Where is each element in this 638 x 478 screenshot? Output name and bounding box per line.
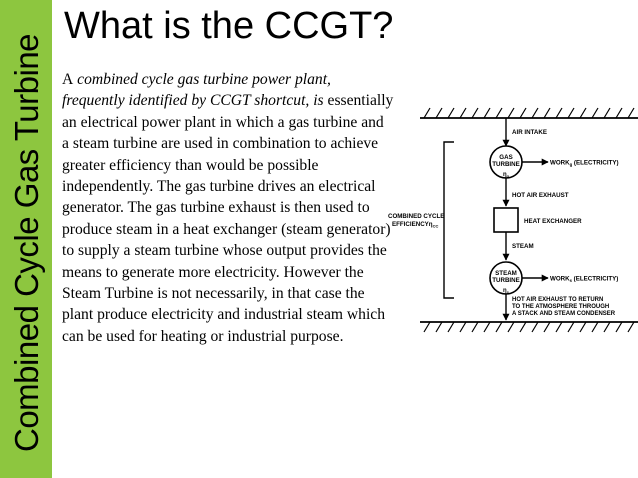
bottom-ground	[420, 322, 638, 332]
side-title: Combined Cycle Gas Turbine	[8, 33, 45, 452]
sidebar-band	[0, 0, 52, 478]
exhaust-return-line-3: A STACK AND STEAM CONDENSER	[512, 311, 616, 317]
steam-turbine-label-2: TURBINE	[492, 277, 520, 284]
steam-label: STEAM	[512, 243, 534, 250]
air-intake-label: AIR INTAKE	[512, 129, 547, 136]
gas-eta: $\eta_g$	[502, 172, 510, 179]
body-paragraph	[62, 69, 394, 347]
heat-exchanger-label: HEAT EXCHANGER	[524, 218, 582, 225]
exhaust-return-line-1: HOT AIR EXHAUST TO RETURN	[512, 297, 604, 303]
paragraph-rest: essentially an electrical power plant in which a gas turbine and a steam turbine are used in combination to achieve greater efficiency than would be possible independently. The gas turbine drives an electrical generator. The gas turbine exhaust is then used to produce steam in a heat exchanger (steam generator) to supply a steam turbine whose output provides the means to generate more electricity. However the Steam Turbine is not necessarily, in that case the plant produce electricity and industrial steam which can be used for heating or industrial purpose.	[62, 92, 394, 345]
gas-turbine-label-2: TURBINE	[492, 161, 520, 168]
page-title: What is the CCGT?	[64, 5, 394, 47]
exhaust-return-line-2: TO THE ATMOSPHERE THROUGH	[512, 304, 610, 310]
work-s-label: $WORK_s$ (ELECTRICITY)	[550, 275, 619, 283]
top-ground	[420, 108, 638, 118]
paragraph-lead: A	[62, 71, 74, 88]
heat-exchanger-box	[494, 208, 518, 232]
gas-turbine-label-1: GAS	[499, 154, 513, 161]
steam-eta: $\eta_s$	[503, 288, 509, 295]
ccgt-diagram	[386, 100, 638, 340]
efficiency-label-1: COMBINED CYCLE	[388, 213, 445, 220]
hot-air-exhaust-label: HOT AIR EXHAUST	[512, 192, 569, 199]
efficiency-label-2: EFFICIENCYη$_{CC}$	[392, 221, 439, 229]
paragraph-italic: combined cycle gas turbine power plant, frequently identified by CCGT shortcut, is	[62, 71, 331, 110]
steam-turbine-label-1: STEAM	[495, 270, 517, 277]
work-g-label: $WORK_g$ (ELECTRICITY)	[550, 159, 619, 167]
efficiency-bracket	[444, 142, 454, 298]
